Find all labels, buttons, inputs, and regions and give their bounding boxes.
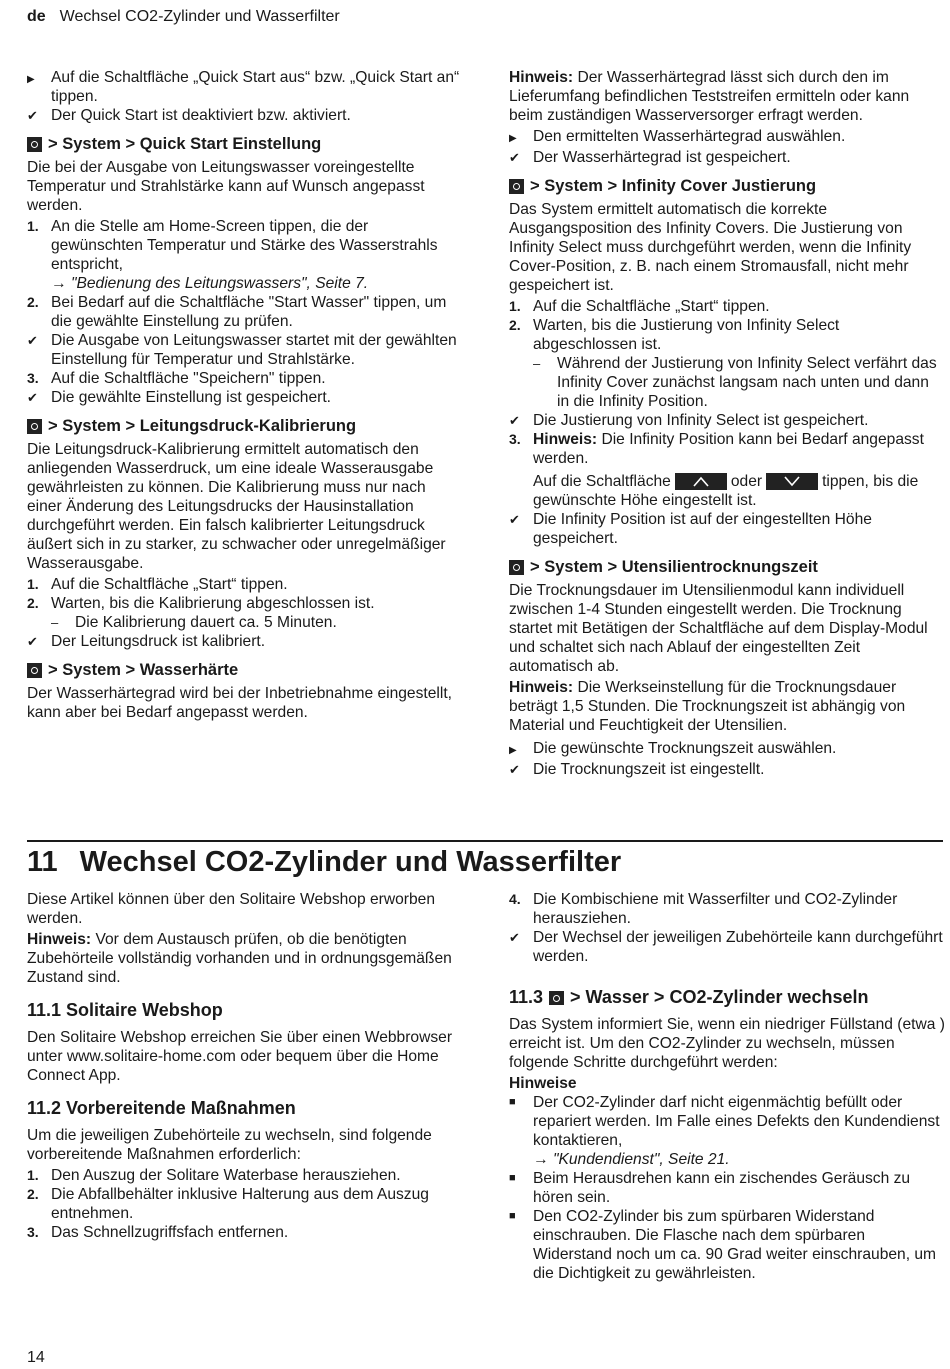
paragraph: Die Leitungsdruck-Kalibrierung ermittelt automatisch den anliegenden Wasserdruck, um eine ideale Wasserausgabe gewährleisten zu können. Die Kalibrierung muss nur nach einer Änderung des Leitungsdrucks der Hausinstallation durchgeführt werden. Ein falsch kalibrierter Leitungsdruck äußert sich in zu starker, zu schwacher oder unregelmäßiger Wasserausgabe.: [27, 441, 446, 572]
bullet-item: ■ Der CO2-Zylinder darf nicht eigenmächtig befüllt oder repariert werden. Im Falle eines Defekts den Kundendienst kontaktieren,: [509, 1094, 940, 1149]
settings-icon: [509, 179, 524, 194]
square-bullet-icon: ■: [509, 1172, 516, 1184]
left-column: [27, 68, 462, 724]
result: ✔ Die Justierung von Infinity Select ist gespeichert.: [509, 412, 869, 429]
settings-icon: [509, 560, 524, 575]
step: 2. Die Abfallbehälter inklusive Halterung aus dem Auszug entnehmen.: [27, 1186, 429, 1222]
paragraph: Diese Artikel können über den Solitaire Webshop erworben werden.: [27, 891, 435, 927]
check-icon: ✔: [509, 413, 520, 428]
square-bullet-icon: ■: [509, 1096, 516, 1108]
right-column: [509, 68, 945, 779]
check-icon: ✔: [27, 634, 38, 649]
step: 4. Die Kombischiene mit Wasserfilter und CO2-Zylinder herausziehen.: [509, 891, 898, 927]
chevron-up-icon[interactable]: [675, 473, 727, 490]
check-icon: ✔: [509, 930, 520, 945]
cross-reference-link[interactable]: → "Bedienung des Leitungswassers", Seite 7.: [51, 275, 369, 292]
check-icon: ✔: [509, 512, 520, 527]
section-heading: > System > Utensilientrocknungszeit: [509, 558, 945, 577]
check-icon: ✔: [27, 108, 38, 123]
paragraph: Das System ermittelt automatisch die korrekte Ausgangsposition des Infinity Covers. Die Justierung von Infinity Select muss durchgeführt werden, wenn die Infinity Cover-Position, z. B. nach einem Stromausfall, nicht mehr gespeichert ist.: [509, 201, 912, 294]
chapter-left-column: [27, 890, 462, 1242]
result: ✔ Der Wasserhärtegrad ist gespeichert.: [509, 149, 791, 166]
result: ✔ Die Trocknungszeit ist eingestellt.: [509, 761, 765, 778]
paragraph: Die Trocknungsdauer im Utensilienmodul kann individuell zwischen 1-4 Stunden eingestellt werden. Die Trocknung startet mit Betätigen der Schaltfläche auf dem Display-Modul und schaltet sich nach Ablauf der eingestellten Zeit automatisch ab.: [509, 582, 928, 675]
header-title: Wechsel CO2-Zylinder und Wasserfilter: [59, 8, 340, 25]
result: ✔ Die gewählte Einstellung ist gespeichert.: [27, 389, 331, 406]
chevron-down-icon[interactable]: [766, 473, 818, 490]
step: 2. Bei Bedarf auf die Schaltfläche "Start Wasser" tippen, um die gewählte Einstellung zu prüfen.: [27, 294, 447, 330]
hints-title: Hinweise: [509, 1075, 577, 1092]
subsection-heading: 11.3 > Wasser > CO2-Zylinder wechseln: [509, 987, 869, 1007]
square-bullet-icon: ■: [509, 1210, 516, 1222]
sub-item: – Während der Justierung von Infinity Select verfährt das Infinity Cover zunächst langsam nach unten und dann in die Infinity Position.: [533, 355, 937, 410]
check-icon: ✔: [27, 390, 38, 405]
list-item: ✔ Der Quick Start ist deaktiviert bzw. aktiviert.: [27, 107, 351, 124]
cross-reference-link[interactable]: → "Kundendienst", Seite 21.: [533, 1151, 730, 1168]
section-heading: > System > Leitungsdruck-Kalibrierung: [27, 417, 462, 436]
chapter-title: 11 Wechsel CO2-Zylinder und Wasserfilter: [27, 846, 622, 878]
list-item: ▶ Den ermittelten Wasserhärtegrad auswählen.: [509, 127, 945, 148]
step: 3. Hinweis: Die Infinity Position kann bei Bedarf angepasst werden.: [509, 431, 924, 467]
running-header: [27, 8, 340, 26]
hint: Hinweis: Die Werkseinstellung für die Trocknungsdauer beträgt 1,5 Stunden. Die Trocknungszeit ist abhängig von Material und Feuchtigkeit der Utensilien.: [509, 679, 906, 734]
paragraph: Den Solitaire Webshop erreichen Sie über einen Webbrowser unter www.solitaire-home.com oder bequem über die Home Connect App.: [27, 1029, 453, 1084]
step: 2. Warten, bis die Kalibrierung abgeschlossen ist.: [27, 595, 375, 612]
paragraph: Das System informiert Sie, wenn ein niedriger Füllstand (etwa ) erreicht ist. Um den CO2-Zylinder zu wechseln, müssen folgende Schritte durchgeführt werden:: [509, 1016, 945, 1071]
step: 3. Auf die Schaltfläche "Speichern" tippen.: [27, 370, 326, 387]
bullet-item: ■ Den CO2-Zylinder bis zum spürbaren Widerstand einschrauben. Die Flasche nach dem spürbaren Widerstand noch um ca. 90 Grad weiter einschrauben, um die Dichtigkeit zu gewährleisten.: [509, 1208, 937, 1282]
paragraph: Der Wasserhärtegrad wird bei der Inbetriebnahme eingestellt, kann aber bei Bedarf angepasst werden.: [27, 685, 452, 721]
step: 3. Das Schnellzugriffsfach entfernen.: [27, 1224, 289, 1241]
section-heading: > System > Infinity Cover Justierung: [509, 177, 945, 196]
step: 1. Auf die Schaltfläche „Start“ tippen.: [27, 576, 288, 593]
result: ✔ Die Ausgabe von Leitungswasser startet mit der gewählten Einstellung für Temperatur und Strahlstärke.: [27, 332, 457, 368]
language-tag: de: [27, 8, 46, 25]
chapter-right-column: [509, 890, 945, 1283]
step: 1. An die Stelle am Home-Screen tippen, die der gewünschten Temperatur und Stärke des Wasserstrahls entspricht,: [27, 218, 438, 273]
result: ✔ Die Infinity Position ist auf der eingestellten Höhe gespeichert.: [509, 511, 872, 547]
triangle-bullet-icon: ▶: [27, 74, 35, 85]
result: ✔ Der Wechsel der jeweiligen Zubehörteile kann durchgeführt werden.: [509, 929, 943, 965]
page-number: 14: [27, 1349, 45, 1366]
settings-icon: [27, 419, 42, 434]
settings-icon: [27, 137, 42, 152]
section-heading: > System > Wasserhärte: [27, 661, 462, 680]
settings-icon: [549, 991, 564, 1005]
step: 2. Warten, bis die Justierung von Infinity Select abgeschlossen ist.: [509, 317, 840, 353]
step: 1. Den Auszug der Solitare Waterbase herausziehen.: [27, 1167, 401, 1184]
result: ✔ Der Leitungsdruck ist kalibriert.: [27, 633, 266, 650]
check-icon: ✔: [27, 333, 38, 348]
step-detail: Auf die Schaltfläche oder tippen, bis die gewünschte Höhe eingestellt ist.: [533, 473, 919, 509]
subsection-heading: 11.1 Solitaire Webshop: [27, 1000, 223, 1020]
step: 1. Auf die Schaltfläche „Start“ tippen.: [509, 298, 770, 315]
settings-icon: [27, 663, 42, 678]
triangle-bullet-icon: ▶: [509, 745, 517, 756]
sub-item: – Die Kalibrierung dauert ca. 5 Minuten.: [51, 614, 337, 631]
section-heading: > System > Quick Start Einstellung: [27, 135, 462, 154]
check-icon: ✔: [509, 762, 520, 777]
subsection-heading: 11.2 Vorbereitende Maßnahmen: [27, 1098, 296, 1118]
paragraph: Die bei der Ausgabe von Leitungswasser voreingestellte Temperatur und Strahlstärke kann auf Wunsch angepasst werden.: [27, 159, 425, 214]
triangle-bullet-icon: ▶: [509, 133, 517, 144]
list-item: ▶ Auf die Schaltfläche „Quick Start aus“ bzw. „Quick Start an“ tippen.: [27, 69, 460, 105]
chapter-rule: [27, 840, 943, 842]
check-icon: ✔: [509, 150, 520, 165]
bullet-item: ■ Beim Herausdrehen kann ein zischendes Geräusch zu hören sein.: [509, 1170, 911, 1206]
hint: Hinweis: Vor dem Austausch prüfen, ob die benötigten Zubehörteile vollständig vorhanden und in ordnungsgemäßen Zustand sind.: [27, 931, 452, 986]
hint: Hinweis: Der Wasserhärtegrad lässt sich durch den im Lieferumfang befindlichen Teststreifen ermitteln oder kann beim zuständigen Wasserversorger erfragt werden.: [509, 69, 910, 124]
paragraph: Um die jeweiligen Zubehörteile zu wechseln, sind folgende vorbereitende Maßnahmen erforderlich:: [27, 1127, 432, 1163]
list-item: ▶ Die gewünschte Trocknungszeit auswählen.: [509, 739, 945, 760]
